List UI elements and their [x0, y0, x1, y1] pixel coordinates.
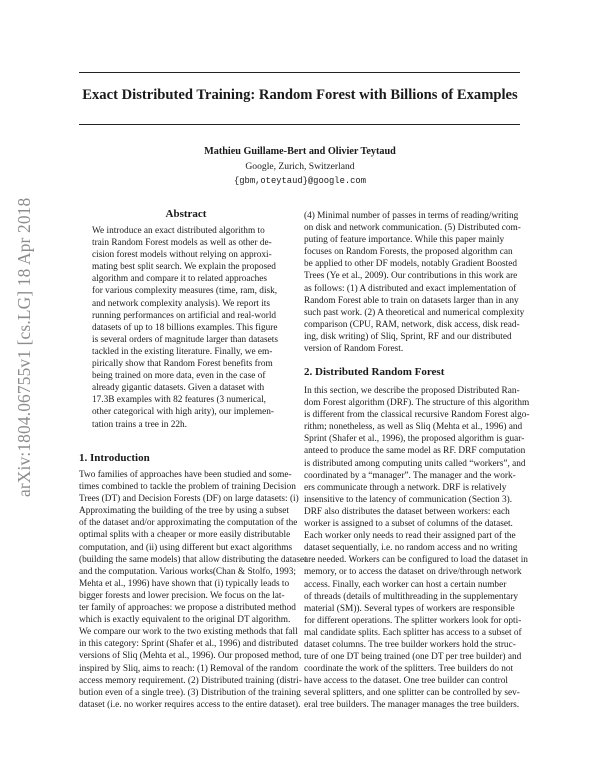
text-line: datasets of up to 18 billions examples. This figure	[92, 322, 278, 333]
text-line: and network complexity analysis). We report its	[92, 298, 271, 309]
title-bottom-rule	[79, 124, 520, 125]
text-line: puting of feature importance. While this paper mainly	[304, 235, 505, 246]
text-line: versions of Sliq (Mehta et al., 1996). Our proposed method,	[79, 651, 302, 662]
text-line: worker is assigned to a subset of columns of the dataset.	[304, 519, 513, 530]
text-line: bution even of a single tree). (3) Distribution of the training	[79, 687, 301, 698]
text-line: (building the same models) that allow distributing the dataset	[79, 554, 307, 565]
text-line: access memory requirement. (2) Distributed training (distri-	[79, 675, 302, 686]
text-line: cision forest models without relying on approxi-	[92, 250, 272, 261]
text-line: dataset sequentially, i.e. no random access and no writing	[304, 543, 518, 554]
text-line: are needed. Workers can be configured to load the dataset in	[304, 555, 528, 566]
text-line: algorithm and compare it to related approaches	[92, 274, 268, 285]
text-line: times combined to tackle the problem of training Decision	[79, 482, 296, 493]
text-line: Each worker only needs to read their assigned part of the	[304, 531, 516, 542]
text-line: mal candidate splits. Each splitter has access to a subset of	[304, 627, 522, 638]
text-line: coordinate the work of the splitters. Tree builders do not	[304, 664, 514, 675]
text-line: We compare our work to the two existing methods that fall	[79, 627, 298, 638]
text-line: running performances on artificial and real-world	[92, 310, 277, 321]
text-line: focuses on Random Forests, the proposed algorithm can	[304, 247, 513, 258]
text-line: of the dataset and/or approximating the computation of the	[79, 518, 298, 529]
text-line: memory, or to access the dataset on drive/through network	[304, 567, 522, 578]
text-line: and the computation. Various works(Chan & Stolfo, 1993;	[79, 566, 296, 577]
title-top-rule	[79, 72, 520, 73]
text-line: mating best split search. We explain the proposed	[92, 262, 276, 273]
author-email[interactable]: {gbm,oteytaud}@google.com	[234, 176, 366, 186]
text-line: Mehta et al., 1996) have shown that (i) typically leads to	[79, 578, 290, 589]
text-line: anteed to produce the same model as RF. DRF computation	[304, 446, 526, 457]
text-line: (4) Minimal number of passes in terms of reading/writing	[304, 211, 519, 221]
text-line: dataset columns. The tree builder workers hold the struc-	[304, 639, 516, 650]
text-line: insensitive to the latency of communication (Section 3).	[304, 494, 513, 505]
abstract-body	[92, 225, 282, 431]
text-line: version of Random Forest.	[304, 344, 404, 355]
text-line: Sprint (Shafer et al., 1996), the proposed algorithm is guar-	[304, 434, 525, 445]
text-line: Trees (DT) and Decision Forests (DF) on large datasets: (i)	[79, 494, 299, 505]
drf-body	[304, 385, 530, 712]
text-line: other categorical with high arity), our implemen-	[92, 407, 275, 418]
text-line: is several orders of magnitude larger than datasets	[92, 334, 278, 345]
text-line: In this section, we describe the proposed Distributed Ran-	[304, 386, 520, 396]
text-line: such past work. (2) A theoretical and numerical complexity	[304, 307, 525, 318]
text-line: We introduce an exact distributed algorithm to	[92, 226, 265, 236]
text-line: dom Forest algorithm (DRF). The structure of this algorithm	[304, 398, 530, 409]
text-line: access. Finally, each worker can host a certain number	[304, 579, 507, 590]
text-line: eral tree builders. The manager manages the tree builders.	[304, 700, 520, 711]
text-line: optimal splits with a cheaper or more easily distributable	[79, 530, 291, 541]
authors: Mathieu Guillame-Bert and Olivier Teytaud	[204, 146, 396, 157]
paper-title: Exact Distributed Training: Random Forest with Billions of Examples	[82, 87, 518, 103]
text-line: for different operations. The splitter workers look for opti-	[304, 615, 522, 626]
abstract-heading: Abstract	[165, 208, 207, 220]
text-line: have access to the dataset. One tree builder can control	[304, 676, 508, 687]
drf-heading: 2. Distributed Random Forest	[304, 366, 445, 378]
text-line: tackled in the existing literature. Finally, we em-	[92, 346, 273, 357]
text-line: in this category: Sprint (Shafer et al., 1996) and distributed	[79, 639, 299, 650]
text-line: inspired by Sliq, aims to reach: (1) Removal of the random	[79, 663, 299, 674]
text-line: ture of one DT being trained (one DT per tree builder) and	[304, 652, 522, 663]
text-line: ter family of approaches: we propose a distributed method	[79, 603, 296, 614]
text-line: 17.3B examples with 82 features (3 numerical,	[92, 395, 267, 406]
right-top-body	[304, 210, 525, 355]
text-line: on disk and network communication. (5) Distributed com-	[304, 223, 521, 234]
text-line: is distributed among computing units called “workers”, and	[304, 458, 526, 469]
text-line: Random Forest able to train on datasets larger than in any	[304, 295, 519, 306]
text-line: Two families of approaches have been studied and some-	[79, 470, 292, 480]
text-line: ers communicate through a network. DRF is relatively	[304, 482, 507, 493]
text-line: being trained on more data, even in the case of	[92, 371, 266, 382]
text-line: DRF also distributes the dataset between workers: each	[304, 506, 510, 517]
text-line: Approximating the building of the tree by using a subset	[79, 506, 289, 517]
intro-body	[79, 469, 307, 711]
text-line: Trees (Ye et al., 2009). Our contributions in this work are	[304, 271, 518, 282]
text-line: be applied to other DF models, notably Gradient Boosted	[304, 259, 518, 270]
arxiv-side-stamp: arXiv:1804.06755v1 [cs.LG] 18 Apr 2018	[14, 197, 34, 497]
intro-heading: 1. Introduction	[79, 452, 150, 464]
text-line: already gigantic datasets. Given a dataset with	[92, 383, 265, 394]
text-line: tation trains a tree in 22h.	[92, 419, 188, 430]
text-line: several splitters, and one splitter can be controlled by sev-	[304, 688, 520, 699]
text-line: rithm; nonetheless, as well as Sliq (Mehta et al., 1996) and	[304, 422, 523, 433]
text-line: for various complexity measures (time, ram, disk,	[92, 286, 278, 297]
text-line: dataset (i.e. no worker requires access to the entire dataset).	[79, 699, 301, 710]
text-line: material (SM)). Several types of workers are responsible	[304, 603, 515, 614]
text-line: is different from the classical recursive Random Forest algo-	[304, 410, 530, 421]
text-line: pirically show that Random Forest benefits from	[92, 359, 273, 370]
text-line: ing, disk writing) of Sliq, Sprint, RF and our distributed	[304, 331, 512, 342]
affiliation: Google, Zurich, Switzerland	[245, 161, 355, 172]
text-line: which is exactly equivalent to the original DT algorithm.	[79, 615, 291, 626]
text-line: of threads (details of multithreading in the supplementary	[304, 591, 519, 602]
text-line: comparison (CPU, RAM, network, disk access, disk read-	[304, 319, 520, 330]
text-line: train Random Forest models as well as other de-	[92, 238, 272, 249]
text-line: bigger forests and lower precision. We focus on the lat-	[79, 590, 285, 601]
text-line: coordinated by a “manager”. The manager and the work-	[304, 470, 516, 481]
text-line: as follows: (1) A distributed and exact implementation of	[304, 283, 517, 294]
text-line: computation, and (ii) using different but exact algorithms	[79, 542, 293, 553]
